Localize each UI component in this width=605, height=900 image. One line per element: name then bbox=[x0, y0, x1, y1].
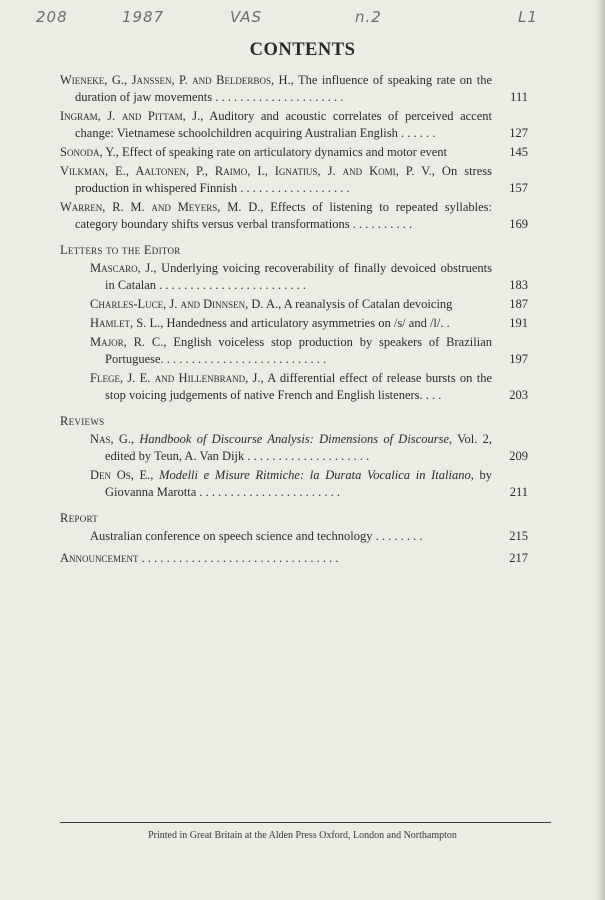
entry-book-title: Handbook of Discourse Analysis: Dimensions of Discourse bbox=[139, 432, 449, 446]
entry-page-number: 191 bbox=[509, 316, 528, 330]
entry-authors: Warren, R. M. and Meyers, M. D., bbox=[60, 200, 264, 214]
entry-title: , by Giovanna Marotta . . . . . . . . . . . . . . . . . . . . . . . bbox=[105, 468, 493, 499]
entry-leader-dots: . . . . . . . . . . . . . . . . . . . . . . . . . . . . . . . . bbox=[141, 551, 339, 565]
entry-authors: Charles-Luce, J. and Dinnsen, D. A., bbox=[90, 297, 282, 311]
entry-authors: Sonoda, Y., bbox=[60, 145, 119, 159]
entry-authors: Wieneke, G., Janssen, P. and Belderbos, H., bbox=[60, 73, 294, 87]
toc-entry bbox=[60, 467, 528, 501]
entry-title: Australian conference on speech science and technology . . . . . . . . bbox=[90, 529, 423, 543]
page-edge-shadow bbox=[595, 0, 605, 900]
footer-divider bbox=[60, 822, 551, 823]
entry-title: On stress production in whispered Finnish . . . . . . . . . . . . . . . . . . bbox=[75, 164, 492, 195]
entry-title: Handedness and articulatory asymmetries on /s/ and /l/. . bbox=[166, 316, 450, 330]
entry-page-number: 187 bbox=[509, 297, 528, 311]
printer-imprint: Printed in Great Britain at the Alden Press Oxford, London and Northampton bbox=[148, 830, 457, 841]
entry-page-number: 211 bbox=[509, 485, 528, 499]
entry-page-number: 203 bbox=[509, 388, 528, 402]
page-title: CONTENTS bbox=[249, 40, 356, 60]
entry-authors: Major, R. C., bbox=[90, 335, 167, 349]
handwritten-annotation: L1 bbox=[518, 8, 538, 26]
entry-authors: Den Os, E., bbox=[90, 468, 154, 482]
entry-title: Effect of speaking rate on articulatory dynamics and motor event bbox=[122, 145, 448, 159]
section-heading-announcement: Announcement bbox=[60, 551, 139, 565]
toc-entry bbox=[60, 315, 528, 332]
entry-page-number: 183 bbox=[509, 278, 528, 292]
entry-page-number: 215 bbox=[509, 529, 528, 543]
entry-page-number: 157 bbox=[509, 181, 528, 195]
toc-entry bbox=[60, 296, 528, 313]
entry-authors: Flege, J. E. and Hillenbrand, J., bbox=[90, 371, 264, 385]
section-heading-report: Report bbox=[60, 511, 99, 525]
toc-entry bbox=[60, 72, 528, 106]
entry-page-number: 217 bbox=[509, 551, 528, 565]
entry-title: Effects of listening to repeated syllables: category boundary shifts versus verbal transformations . . . . . . . . . . bbox=[75, 200, 493, 231]
handwritten-annotation: 208 bbox=[36, 8, 68, 26]
entry-title: , Vol. 2, edited by Teun, A. Van Dijk . . . . . . . . . . . . . . . . . . . . bbox=[105, 432, 492, 463]
toc-entry bbox=[60, 550, 528, 567]
entry-page-number: 169 bbox=[509, 217, 528, 231]
entry-authors: Ingram, J. and Pittam, J., bbox=[60, 109, 204, 123]
handwritten-annotation: VAS bbox=[230, 8, 263, 26]
entry-page-number: 197 bbox=[509, 352, 528, 366]
table-of-contents bbox=[60, 72, 528, 569]
entry-authors: Vilkman, E., Aaltonen, P., Raimo, I., Ignatius, J. and Komi, P. V., bbox=[60, 164, 435, 178]
toc-entry bbox=[60, 334, 528, 368]
toc-entry bbox=[60, 260, 528, 294]
entry-authors: Hamlet, S. L., bbox=[90, 316, 164, 330]
entry-title: Underlying voicing recoverability of finally devoiced obstruents in Catalan . . . . . . . . . . . . . . . . . . . . . . . . bbox=[105, 261, 492, 292]
toc-entry bbox=[60, 370, 528, 404]
toc-entry bbox=[60, 163, 528, 197]
entry-title: A reanalysis of Catalan devoicing bbox=[283, 297, 453, 311]
section-heading-letters: Letters to the Editor bbox=[60, 243, 181, 257]
entry-title: The influence of speaking rate on the duration of jaw movements . . . . . . . . . . . . . . . . . . . . . bbox=[75, 73, 492, 104]
entry-title: Auditory and acoustic correlates of perceived accent change: Vietnamese schoolchildren acquiring Australian English . . . . . . bbox=[75, 109, 492, 140]
toc-entry bbox=[60, 528, 528, 545]
entry-page-number: 145 bbox=[509, 145, 528, 159]
entry-page-number: 111 bbox=[510, 90, 528, 104]
handwritten-annotation: 1987 bbox=[122, 8, 165, 26]
toc-entry bbox=[60, 144, 528, 161]
entry-book-title: Modelli e Misure Ritmiche: la Durata Vocalica in Italiano bbox=[159, 468, 471, 482]
entry-page-number: 127 bbox=[509, 126, 528, 140]
entry-title: English voiceless stop production by speakers of Brazilian Portuguese. . . . . . . . . . . . . . . . . . . . . . . . . . . bbox=[105, 335, 492, 366]
toc-entry bbox=[60, 431, 528, 465]
handwritten-annotation: n.2 bbox=[355, 8, 382, 26]
entry-authors: Nas, G., bbox=[90, 432, 135, 446]
toc-entry bbox=[60, 199, 528, 233]
toc-entry bbox=[60, 108, 528, 142]
entry-page-number: 209 bbox=[509, 449, 528, 463]
section-heading-reviews: Reviews bbox=[60, 414, 105, 428]
entry-authors: Mascaro, J., bbox=[90, 261, 157, 275]
entry-title: A differential effect of release bursts on the stop voicing judgements of native French and English listeners. . . . bbox=[105, 371, 493, 402]
